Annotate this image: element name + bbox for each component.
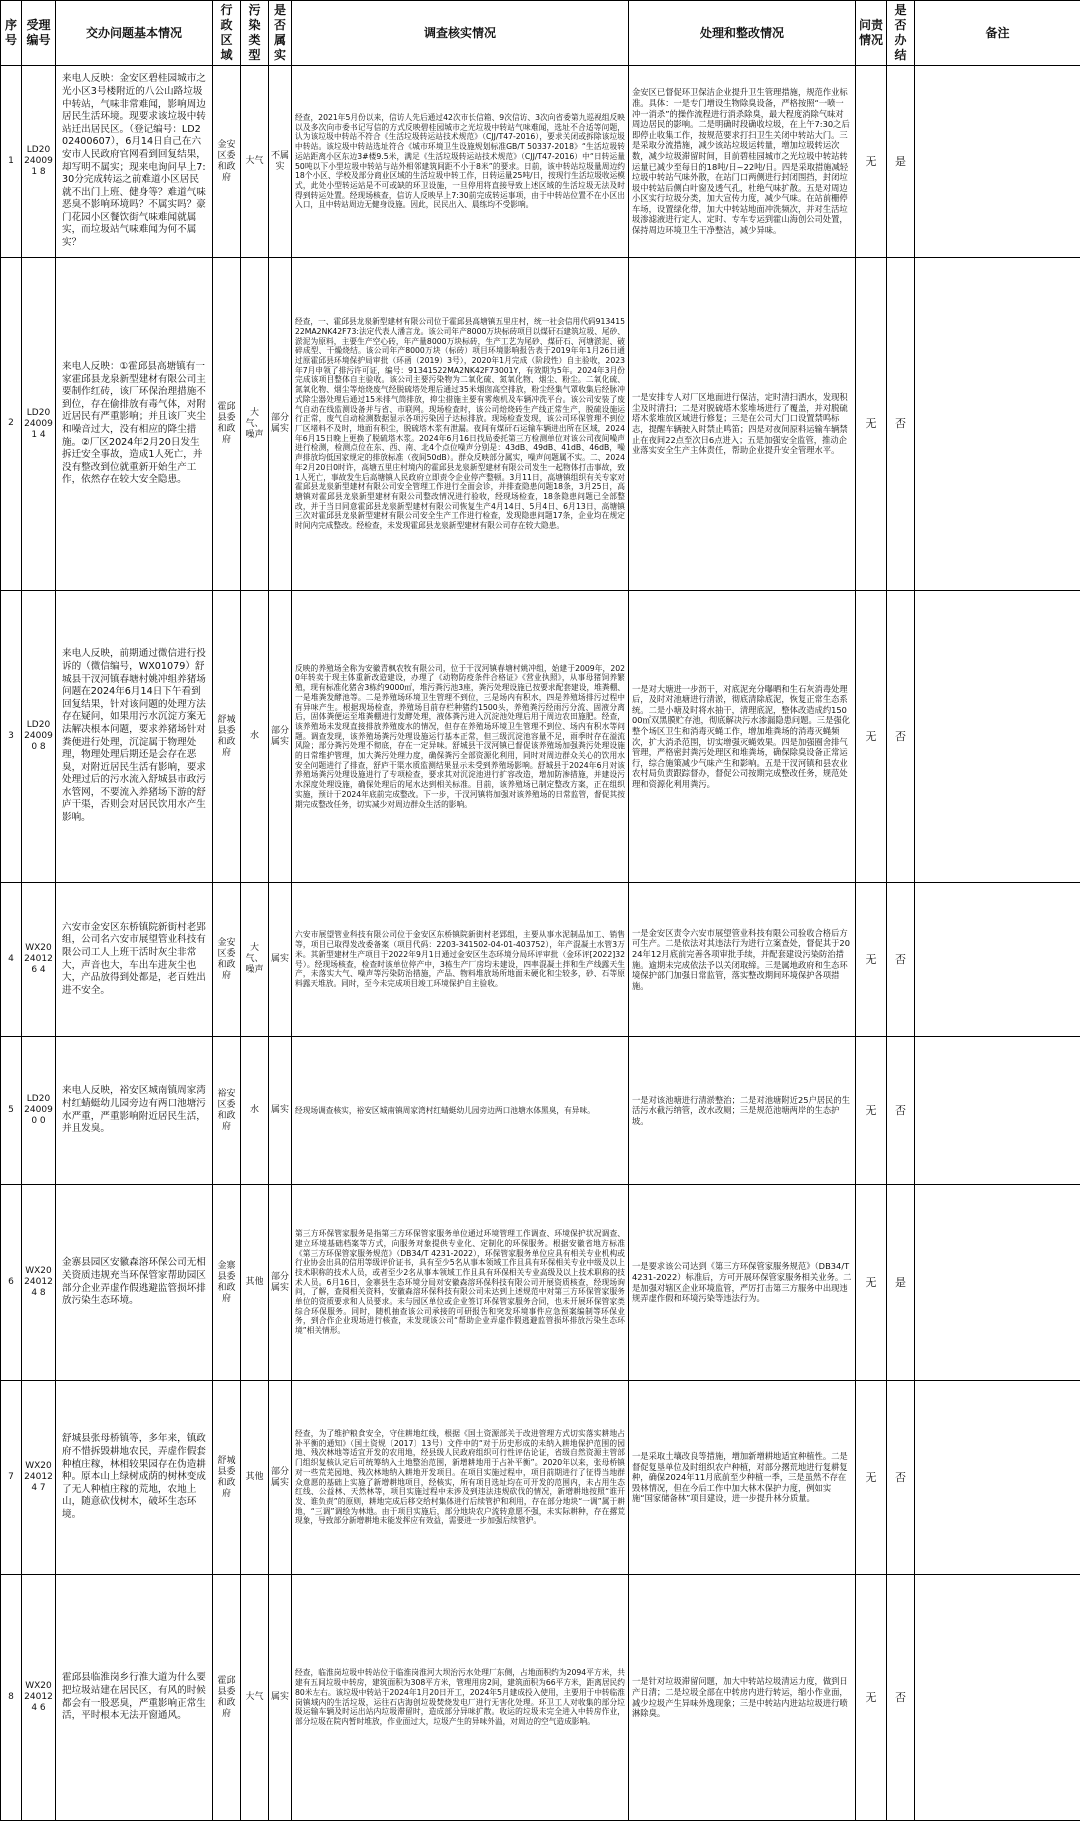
- cell-type: 其他: [241, 1381, 269, 1575]
- cell-region: 金安区委和政府: [213, 883, 241, 1037]
- cell-type: 大气、噪声: [241, 258, 269, 591]
- cell-no: 5: [1, 1037, 22, 1185]
- col-header-id: 受理编号: [22, 1, 56, 66]
- table-row: [1, 1037, 1080, 1185]
- cell-accountability: 无: [856, 591, 887, 883]
- cell-no: 4: [1, 883, 22, 1037]
- cell-investigation: 经查，2021年5月份以来，信访人先后通过42次市长信箱、9次信访、3次向省委第九巡视组反映以及多次向市委书记写信的方式反映碧桂园城市之光垃圾中转站气味难闻，选址不合适等问题，认为该垃圾中转站不符合《生活垃圾转运站技术规范》（CJJ/T47-2016），要求关闭或拆除该垃圾中转站。该垃圾中转站选址符合《城市环境卫生设施规划标准GB/T 50337-2018》“生活垃圾转运站距离小区东边3#楼9.5米，满足《生活垃圾转运站技术规范》（CJJ/T47-2016）中“日转运量50吨以下小型垃圾中转站与站外相邻建筑间距不小于8米”的要求。日前，该中转站垃圾量周边约18个小区、学校及部分商业区域的生活垃圾中转工作，日转运量25吨/日，按现行生活垃圾收运模式，此处小型转运站是不可或缺的环卫设施，一旦停用将直接导致上述区域的生活垃圾无法及时得到转运处置。经现场核查，信访人反映早上7:30前完成转运事项，由于中转站位置不在小区出入口，且中转站周边无健身设施。因此，民民出入、晨练均不受影响。: [292, 66, 629, 258]
- cell-region: 金安区委和政府: [213, 66, 241, 258]
- cell-verified: 属实: [269, 883, 292, 1037]
- cell-handling: 一是对该池塘进行清淤整治；二是对池塘附近25户居民的生活污水截污纳管，改水改厕；三是规范池塘两岸的生态护坡。: [629, 1037, 856, 1185]
- cell-type: 大气、噪声: [241, 883, 269, 1037]
- cell-id: WX20240126 4: [22, 883, 56, 1037]
- cell-issue: 来电人反映，前期通过微信进行投诉的（微信编号，WX01079）舒城县干汊河镇春塘村姚冲组养猪场问题在2024年6月14日下午看到回复结果，针对该问题的处理方法存在疑问，如果用污水沉淀方案无法解决根本问题，要求养猪场针对粪便进行处理，沉淀属于物理处理，物理处理后期还是会存在恶臭，对附近居民生活有影响，要求处理过后的污水流入舒城县市政污水管网，不要流入养猪场下游的舒庐干渠，否则会对居民饮用水产生影响。: [56, 591, 213, 883]
- cell-accountability: 无: [856, 883, 887, 1037]
- cell-region: 舒城县委和政府: [213, 591, 241, 883]
- cell-id: WX20240124 8: [22, 1185, 56, 1381]
- cell-region: 霍邱县委和政府: [213, 1575, 241, 1821]
- cell-accountability: 无: [856, 66, 887, 258]
- cell-remarks: [915, 883, 1080, 1037]
- cell-no: 8: [1, 1575, 22, 1821]
- cell-issue: 霍邱县临淮岗乡行淮大道为什么要把垃圾站建在居民区，有风的时候都会有一股恶臭，严重影响正常生活，平时根本无法开窗通风。: [56, 1575, 213, 1821]
- cell-closed: 否: [887, 591, 915, 883]
- cell-no: 6: [1, 1185, 22, 1381]
- cell-closed: 否: [887, 1575, 915, 1821]
- cell-region: 裕安区委和政府: [213, 1037, 241, 1185]
- cell-investigation: 六安市展望管业科技有限公司位于金安区东桥镇院新街村老郢组，主要从事水泥制品加工、销售等，项目已取得发改委备案（项目代码：2203-341502-04-01-403752），年产混凝土水管3万米。其新型建材生产项目于2022年9月1日通过金安区生态环境分局环评审批（金环评[2022]32号）。经现场核查，检查时该单位停产中，3栋生产厂房均未建设，四率混凝土拌和生产线露天生产，未落实大气、噪声等污染防治措施，产品、物料堆放场所地面未硬化和尘较多，砂、石等原料露天堆放。同时，至今未完成项目竣工环境保护自主验收。: [292, 883, 629, 1037]
- cell-remarks: [915, 1037, 1080, 1185]
- cell-id: LD20240090 8: [22, 591, 56, 883]
- table-row: [1, 591, 1080, 883]
- cell-issue: 六安市金安区东桥镇院新街村老郢组，公司名六安市展望管业科技有限公司工人上班干活时灰尘非常大，声音也大，车出车进灰尘也大，产品放得到处都是，老百姓出进不安全。: [56, 883, 213, 1037]
- cell-verified: 部分属实: [269, 591, 292, 883]
- cell-id: WX20240124 6: [22, 1575, 56, 1821]
- cell-accountability: 无: [856, 258, 887, 591]
- cell-no: 3: [1, 591, 22, 883]
- cell-verified: 不属实: [269, 66, 292, 258]
- col-header-remarks: 备注: [915, 1, 1080, 66]
- cell-remarks: [915, 1381, 1080, 1575]
- cell-region: 霍邱县委和政府: [213, 258, 241, 591]
- cell-issue: 来电人反映：①霍邱县高塘镇有一家霍邱县龙泉新型建材有限公司主要制作红砖，该厂环保治理措施不到位，存在偷排放有毒气体，对附近居民有严重影响；并且该厂夹尘和噪音过大，没有相应的降尘措施。②厂区2024年2月20日发生拆迁安全事故，造成1人死亡，并没有整改到位就重新开始生产工作，依然存在较大安全隐患。: [56, 258, 213, 591]
- cell-closed: 否: [887, 258, 915, 591]
- cell-issue: 来电人反映：金安区碧桂园城市之光小区3号楼附近的八公山路垃圾中转站，气味非常难闻，影响周边居民生活环境。现要求该垃圾中转站迁出居民区。（登记编号：LD202400607），6月14日自己在六安市人民政府官网看到回复结果，却写明不属实；现来电询问早上7:30分完成转运之前难道小区居民就不出门上班、健身等？难道气味恶臭不影响环境吗？不属实吗？豪门花园小区餐饮街气味难闻就属实，而垃圾站气味难闻为何不属实？: [56, 66, 213, 258]
- col-header-verified: 是否属实: [269, 1, 292, 66]
- cell-no: 7: [1, 1381, 22, 1575]
- cell-closed: 否: [887, 1037, 915, 1185]
- cell-investigation: 反映的养殖场全称为安徽青枫农牧有限公司，位于干汊河镇春塘村姚冲组，始建于2009年，2020年转卖于现主体重新改造建设，办理了《动物防疫条件合格证》《营业执照》，从事母猪饲养繁殖，现有标准化猪舍3栋约9000㎡，堆污粪污池3座，粪污处理设施已按要求配套建设，堆粪棚、一是堆粪发酵池等。二是养殖场环境卫生管理不到位，三是场内有积水，四是养殖场排污过程中有异味产生。根据现场检查，养殖场目前存栏种猪约1500头，养殖粪污经雨污分流、固液分离后，固体粪便运至堆粪棚进行发酵处理，液体粪污进入沉淀池处理后用于周边农田施肥。经查，该养殖场未发现直接排放养殖废水的情况，但存在养殖场环境卫生管理不到位、场内有积水等问题。调查发现，该养殖场粪污处理设施运行基本正常，但三级沉淀池容量不足，雨季时存在溢流风险；部分粪污处理不彻底，存在一定异味。舒城县干汊河镇已督促该养殖场加强粪污处理设施的日常维护管理，加大粪污处理力度，确保粪污全部资源化利用，同时对周边群众关心的饮用水安全问题进行了排查，舒庐干渠水质监测结果显示未受到养殖场影响。舒城县于2024年6月对该养殖场粪污处理设施进行了专项检查，要求其对沉淀池进行扩容改造，增加防渗措施，并建设污水深度处理设施，确保处理后的尾水达到相关标准。目前，该养殖场已制定整改方案，正在组织实施，预计于2024年底前完成整改。下一步，干汊河镇将加强对该养殖场的日常监管，督促其按期完成整改任务，切实减少对周边群众生活的影响。: [292, 591, 629, 883]
- cell-id: LD20240091 8: [22, 66, 56, 258]
- cell-closed: 是: [887, 1185, 915, 1381]
- cell-issue: 来电人反映，裕安区城南镇周家湾村红蜻蜓幼儿园旁边有两口池塘污水严重，严重影响附近居民生活，并且发臭。: [56, 1037, 213, 1185]
- cell-verified: 部分属实: [269, 258, 292, 591]
- cell-region: 舒城县委和政府: [213, 1381, 241, 1575]
- cell-issue: 金寨县园区安徽森溶环保公司无相关资质违规充当环保管家帮助园区部分企业弄虚作假逃避监管损坏排放污染生态环境。: [56, 1185, 213, 1381]
- col-header-region: 行政区域: [213, 1, 241, 66]
- table-row: [1, 1575, 1080, 1821]
- cell-handling: 一是金安区责令六安市展望管业科技有限公司验收合格后方可生产。二是依法对其违法行为进行立案查处，督促其于2024年12月底前完善各项审批手续，并配套建设污染防治措施。逾期未完成依法予以关闭取缔。三是属地政府和生态环境保护部门加强日常监管，落实整改期间环境保护各项措施。: [629, 883, 856, 1037]
- cell-type: 大气: [241, 66, 269, 258]
- cell-remarks: [915, 258, 1080, 591]
- cell-closed: 否: [887, 883, 915, 1037]
- cell-remarks: [915, 66, 1080, 258]
- cell-handling: 一是要求该公司达到《第三方环保管家服务规范》（DB34/T 4231-2022）标准后，方可开展环保管家服务相关业务。二是加强对辖区企业环境监管，严厉打击第三方服务中出现违规弄虚作假和环境污染等违法行为。: [629, 1185, 856, 1381]
- cell-remarks: [915, 591, 1080, 883]
- table-row: [1, 66, 1080, 258]
- cell-investigation: 第三方环保管家服务是指第三方环保管家服务单位通过环境管理工作调查、环境保护状况调查、建立环境基础档案等方式，向服务对象提供专业化、定制化的环保服务。根据安徽省地方标准《第三方环保管家服务规范》（DB34/T 4231-2022），环保管家服务单位应具有相关专业机构或行业协会出具的信用等级评价证书，具有至少5名从事本领域工作且具有环保相关专业中级及以上技术职称的技术人员，或者至少2名从事本领域工作且具有环保相关专业高级及以上技术职称的技术人员。6月16日，金寨县生态环境分局对安徽森溶环保科技有限公司开展资质核查，经现场询问，了解，查阅相关资料，安徽森溶环保科技有限公司未达到上述规范中对第三方环保管家服务单位的资质要求和人员要求。未与园区单位或企业签订环保管家服务合同，也未开展环保管家类综合环保服务。同时，随机抽查该公司承接的可研报告和突发环境事件应急预案编制等环保业务，到合作企业现场进行核查，未发现该公司“帮助企业弄虚作假逃避监管损坏排放污染生态环境”相关情形。: [292, 1185, 629, 1381]
- table-row: [1, 883, 1080, 1037]
- cell-closed: 否: [887, 1381, 915, 1575]
- header-row: [1, 1, 1080, 66]
- table-row: [1, 1381, 1080, 1575]
- cell-type: 水: [241, 1037, 269, 1185]
- cell-region: 金寨县委和政府: [213, 1185, 241, 1381]
- cell-investigation: 经查，临淮岗垃圾中转站位于临淮岗淮河大坝治污水处理厂东侧，占地面积约为2094平方米，共建有五间垃圾中转房，建筑面积为308平方米，管理用房2间，建筑面积为66平方米，距离居民约80米左右。该垃圾中转站于2024年1月20日开工，2024年5月建成投入使用，主要用于中转临淮岗镇域内的生活垃圾，运往石店海创垃圾焚烧发电厂进行无害化处理。环卫工人对收集的部分垃圾运输车辆及时运出站内垃圾滞留时，造成部分异味扩散。收运的垃圾未完全进入中转房作业，部分垃圾在院内暂时堆放，作业面过大，垃圾产生的异味外溢，对周边的空气造成影响。: [292, 1575, 629, 1821]
- table-row: [1, 258, 1080, 591]
- cell-type: 大气: [241, 1575, 269, 1821]
- col-header-closed: 是否办结: [887, 1, 915, 66]
- cell-accountability: 无: [856, 1037, 887, 1185]
- cell-no: 1: [1, 66, 22, 258]
- cell-accountability: 无: [856, 1185, 887, 1381]
- cell-id: LD20240090 0: [22, 1037, 56, 1185]
- cell-verified: 属实: [269, 1575, 292, 1821]
- cell-verified: 部分属实: [269, 1185, 292, 1381]
- col-header-no: 序号: [1, 1, 22, 66]
- cell-type: 水: [241, 591, 269, 883]
- cell-id: WX20240124 7: [22, 1381, 56, 1575]
- col-header-handling: 处理和整改情况: [629, 1, 856, 66]
- cell-issue: 舒城县张母桥镇等，多年来，镇政府不惜拆毁耕地农民，弄虚作假套种植庄稼，林相较果园存在伪造耕种。原本山上绿树成荫的树林变成了无人种植庄稼的荒地，农地上山，随意砍伐树木，破坏生态环境。: [56, 1381, 213, 1575]
- col-header-type: 污染类型: [241, 1, 269, 66]
- cell-remarks: [915, 1575, 1080, 1821]
- cell-verified: 属实: [269, 1037, 292, 1185]
- cell-investigation: 经查，为了维护粮食安全，守住耕地红线，根据《国土资源部关于改进管理方式切实落实耕地占补平衡的通知》（国土资规〔2017〕13号）文件中的“对于历史形成的未纳入耕地保护范围的园地、残次林地等适宜开发的农用地，经县级人民政府组织可行性评估论证，省级自然资源主管部门组织复核认定后可统筹纳入土地整治范围，新增耕地用于占补平衡”。2020年以来，张母桥镇对一些荒芜园地、残次林地纳入耕地开发项目。在项目实施过程中，项目前期进行了征得当地群众意愿的基础上实施了新增耕地项目，经核实，所有项目选址均在可开发的范围内，未占用生态红线、公益林、天然林等，项目实施过程中未涉及到违法违规砍伐的情况，新增耕地按照“谁开发、谁负责”的原则，耕地完成后移交给村集体进行后续管护和利用，存在部分地块“一调”属于耕地，“三调”调绘为林地。由于项目实施后，部分地块农户流转意愿不强，未实际耕种，存在撂荒现象，导致部分新增耕地未能发挥应有效益，需要进一步加强后续管护。: [292, 1381, 629, 1575]
- table-row: [1, 1185, 1080, 1381]
- cell-handling: 一是采取土壤改良等措施，增加新增耕地适宜种植性。二是督促复垦单位及时组织农户种植，对部分撂荒地进行复耕复种，确保2024年11月底前至少种植一季，三是虽然不存在毁林情况，但在今后工作中加大林木保护力度，例如实施“国家储备林”项目建设，进一步提升林分质量。: [629, 1381, 856, 1575]
- cell-no: 2: [1, 258, 22, 591]
- cell-verified: 部分属实: [269, 1381, 292, 1575]
- cell-handling: 一是对大塘进一步沥干，对底泥充分曝晒和生石灰消毒处理后，及时对池塘进行清淤，彻底清除底泥，恢复正常生态系统。二是小塘及时将水抽干，清理底泥，整体改造成约15000㎡双黑膜贮存池，彻底解决污水渗漏隐患问题。三是强化整个场区卫生和消毒灭蝇工作，增加堆粪场的消毒灭蝇频次，扩大消杀范围，切实增强灭蝇效果。四是加强圈舍排气管理，严格密封粪污处理区和堆粪场，确保除臭设备正常运行，综合施策减少气味产生和影响。五是干汊河镇和县农业农村局负责跟踪督办，督促公司按期完成整改任务，规范处理和资源化利用粪污。: [629, 591, 856, 883]
- cell-remarks: [915, 1185, 1080, 1381]
- cell-investigation: 经现场调查核实，裕安区城南镇周家湾村红蜻蜓幼儿园旁边两口池塘水体黑臭，有异味。: [292, 1037, 629, 1185]
- cell-closed: 是: [887, 66, 915, 258]
- col-header-accountability: 问责情况: [856, 1, 887, 66]
- cell-accountability: 无: [856, 1381, 887, 1575]
- cell-investigation: 经查，一、霍邱县龙泉新型建材有限公司位于霍邱县高塘镇五里庄村，统一社会信用代码91341522MA2NK42F73:法定代表人潘言龙。该公司年产8000万块标砖项目以煤矸石建筑垃圾、尾砂、淤泥为原料，主要生产空心砖，年产量8000万块标砖，生产工艺为尾砂、煤矸石、河塘淤泥、破碎成型、干燥烧结。该公司年产8000万块（标砖）项目环境影响报告表于2019年年1月26日通过原霍邱县环境保护局审批（环函（2019）3号），2020年1月完成（阶段性）自主验收，2023年7月申领了排污许可证，编号：91341522MA2NK42F73001Y，有效期为5年。2024年3月份完成该项目整体自主验收。该公司主要污染物为二氧化硫、氮氧化物、烟尘、粉尘。二氧化硫、氮氧化物、烟尘等焙烧废气经脱硫塔处理后通过35米烟囱高空排放，粉尘经集气罩收集后经脉冲式除尘器处理后通过15米排气筒排放，抑尘措施主要有雾炮机及车辆冲洗平台。该公司安装了废气自动在线监测设备并与省、市联网。现场检查时，该公司焙烧砖生产线正常生产，脱硫设施运行正常，废气自动检测数据显示各项污染因子达标排放。现场检查发现，该公司环保管理不到位厂区堵料不及时，地面有积尘，脱硫塔木浆有泄漏。夜间有煤矸石运输车辆进出所在区域，2024年6月15日晚上更换了脱硫塔木浆。2024年6月16日找局委托第三方检测单位对该公司夜间噪声进行检测，检测点位在东、西、南、北4个点位噪声分别是：43dB、49dB、41dB、46dB，噪声排放均低国家规定的排放标准（夜间50dB）。群众反映部分属实，噪声问题属不实。二、2024年2月20日0时许，高塘五里庄村境内的霍邱县龙泉新型建材有限公司发生一起物体打击事故，致1人死亡，事故发生后高塘镇人民政府立即责令企业停产整顿。3月11日，高塘镇组织有关专家对霍邱县龙泉新型建材有限公司安全管理工作进行全面会诊，并排查隐患问题18条，3月25日，高塘镇对霍邱县龙泉新型建材有限公司整改情况进行验收，经现场检查，18条隐患问题已全部整改，并于当日同意霍邱县龙泉新型建材有限公司恢复生产4月14日、5月4日、6月13日，高塘镇三次对霍邱县龙泉新型建材有限公司安全生产工作进行检查，发现隐患问题17条，企业均在规定时间内完成整改。经检查，未发现霍邱县龙泉新型建材有限公司存在较大隐患。: [292, 258, 629, 591]
- cell-handling: 一是针对垃圾滞留问题，加大中转站垃圾清运力度，做到日产日清；二是垃圾全部在中转房内进行转运，缩小作业面，减少垃圾产生异味外逸现象；三是中转站内进站垃圾进行喷淋除臭。: [629, 1575, 856, 1821]
- cell-type: 其他: [241, 1185, 269, 1381]
- cell-handling: 一是安排专人对厂区地面进行保洁，定时清扫洒水，发现积尘及时清扫；二是对脱硫塔木浆堆场进行了覆盖，并对脱硫塔木浆堆放区域进行修复；三是在公司大门口设置禁鸣标志，提醒车辆驶入时禁止鸣笛；四是对夜间原料运输车辆禁止在夜间22点至次日6点进入；五是加强安全监管，推动企业落实安全生产主体责任，帮助企业提升安全管理水平。: [629, 258, 856, 591]
- col-header-issue: 交办问题基本情况: [56, 1, 213, 66]
- cell-accountability: 无: [856, 1575, 887, 1821]
- cell-handling: 金安区已督促环卫保洁企业提升卫生管理措施，规范作业标准。具体：一是专门增设生物除臭设备，严格按照“一喷一冲一消杀”的操作流程进行消杀除臭，最大程度消除气味对周边居民的影响。二是明确时段确收垃圾，在上午7:30之后即停止收集工作，按规范要求打扫卫生关闭中转站大门。三是采取分流措施，减少该站垃圾运转量，增加垃圾转运次数，减少垃圾滞留时间，目前碧桂园城市之光垃圾中转站转运量已减少至每日的18吨/日~22吨/日。四是采取措施减轻垃圾中转站气味外散，在站门口两侧进行封闭围挡，封闭垃圾中转站后侧白叶窗及透气孔，杜绝气味扩散。五是对周边小区实行垃圾分类，加大宣传力度，减少气味。在站前栅停车场，设置绿化带，加大中转站地面冲洗频次，并对生活垃圾渗滤液进行定人、定时、专车专运到霍山海创公司处置，保持周边环境卫生干净整洁，减少异味。: [629, 66, 856, 258]
- cell-id: LD20240091 4: [22, 258, 56, 591]
- col-header-investigation: 调查核实情况: [292, 1, 629, 66]
